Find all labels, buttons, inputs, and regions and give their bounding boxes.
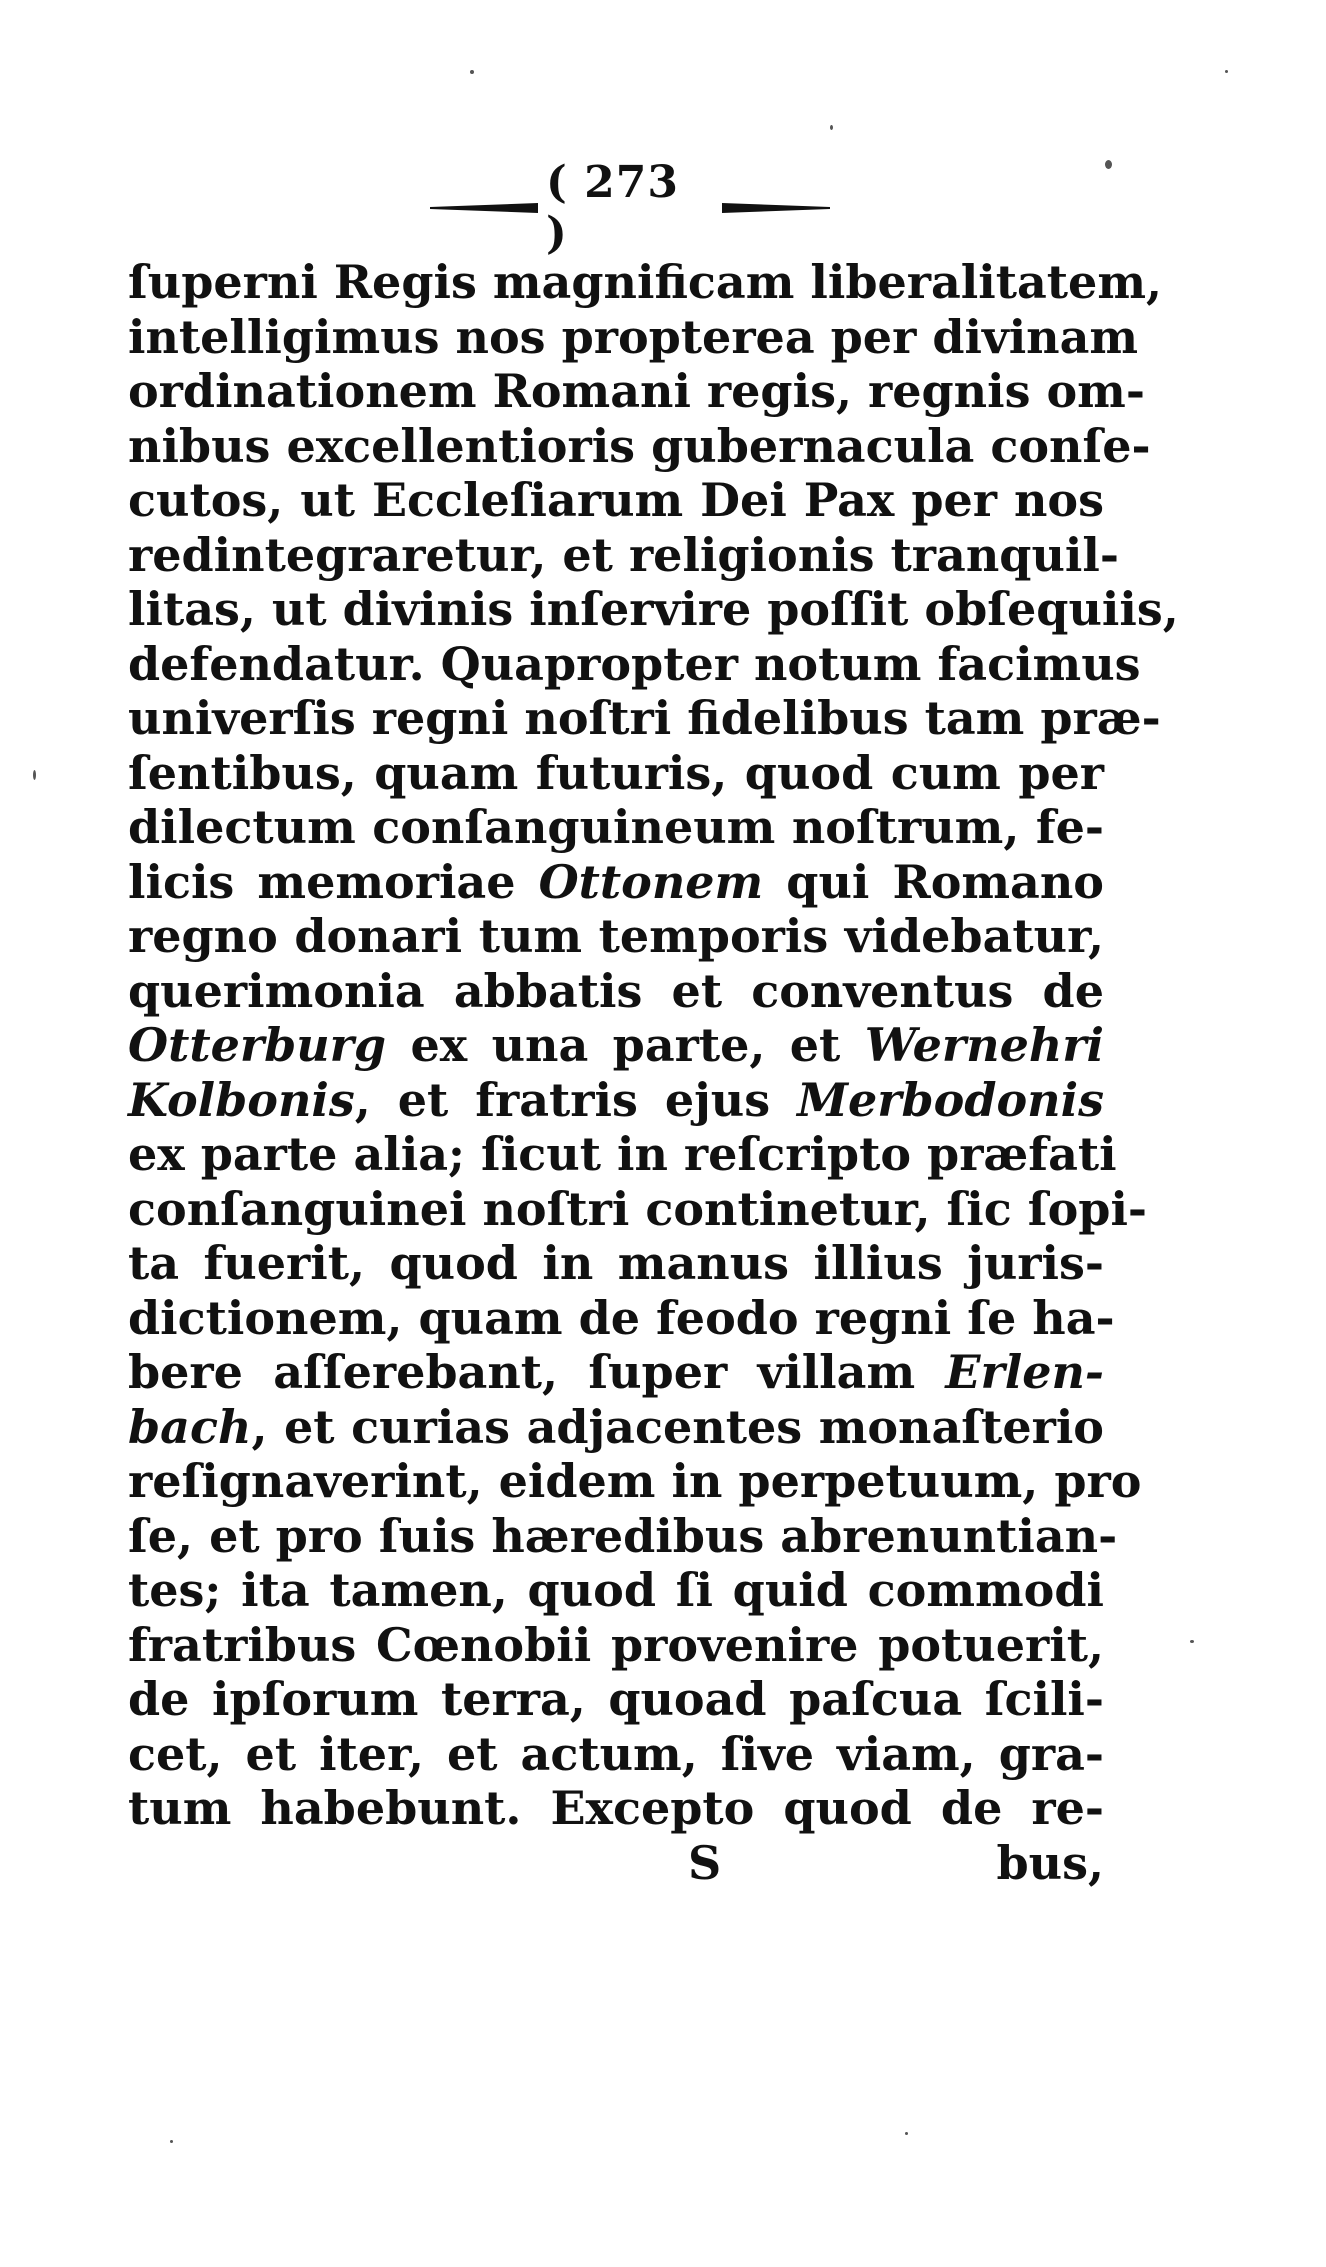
text-line <box>128 1073 1104 1128</box>
text-segment: qui Romano <box>763 854 1104 909</box>
text-line: intelligimus nos propterea per divinam <box>128 309 1139 364</box>
text-line: litas, ut divinis inſervire poſſit obſequiis, <box>128 582 1179 636</box>
text-line: ta fuerit, quod in manus illius juris- <box>128 1236 1104 1290</box>
text-line <box>128 1018 1104 1073</box>
text-line: tes; ita tamen, quod ſi quid commodi <box>128 1563 1104 1617</box>
text-line: regno donari tum temporis videbatur, <box>128 909 1104 963</box>
text-line: tum habebunt. Excepto quod de re- <box>128 1781 1104 1835</box>
text-segment: ex una parte, et <box>386 1018 865 1072</box>
catchword: bus, <box>996 1835 1104 1890</box>
paper-speck <box>33 770 36 780</box>
text-line: ſe, et pro ſuis hæredibus abrenuntian- <box>128 1508 1118 1563</box>
ornamental-rule-right <box>722 203 830 213</box>
text-line: dilectum conſanguineum noſtrum, fe- <box>128 800 1104 854</box>
body-text <box>128 255 1179 1890</box>
paper-speck <box>905 2132 908 2135</box>
text-segment: bere aſſerebant, ſuper villam <box>128 1345 946 1399</box>
signature-line <box>128 1836 1104 1891</box>
italic-name: Wernehri <box>864 1018 1104 1072</box>
text-segment: licis memoriae <box>128 854 539 909</box>
text-segment: , et curias adjacentes monaſterio <box>251 1399 1104 1454</box>
text-line: cutos, ut Eccleſiarum Dei Pax per nos <box>128 473 1104 527</box>
italic-name: Kolbonis <box>128 1072 355 1127</box>
text-line: defendatur. Quapropter notum facimus <box>128 636 1141 691</box>
text-line: redintegraretur, et religionis tranquil- <box>128 527 1119 582</box>
text-line: ordinationem Romani regis, regnis om- <box>128 364 1145 418</box>
paper-speck <box>1105 160 1112 169</box>
running-head <box>430 157 830 259</box>
text-line: dictionem, quam de feodo regni ſe ha- <box>128 1290 1115 1345</box>
text-line: cet, et iter, et actum, ſive viam, gra- <box>128 1726 1104 1781</box>
text-line: univerſis regni noſtri fidelibus tam præ- <box>128 691 1161 745</box>
text-line: ex parte alia; ſicut in reſcripto præfati <box>128 1127 1117 1181</box>
text-line <box>128 1345 1104 1400</box>
paper-speck <box>1190 1640 1194 1643</box>
text-line: querimonia abbatis et conventus de <box>128 963 1104 1018</box>
ornamental-rule-left <box>430 203 538 213</box>
text-line: nibus excellentioris gubernacula conſe- <box>128 418 1151 473</box>
text-line: reſignaverint, eidem in perpetuum, pro <box>128 1454 1142 1508</box>
paper-speck <box>830 125 833 130</box>
text-line: ſuperni Regis magnificam liberalitatem, <box>128 255 1163 309</box>
text-line: ſentibus, quam futuris, quod cum per <box>128 745 1104 800</box>
text-segment: , et fratris ejus <box>354 1072 798 1127</box>
paper-speck <box>1225 70 1228 73</box>
signature-mark: S <box>688 1835 722 1890</box>
text-line: conſanguinei noſtri continetur, ſic ſopi- <box>128 1181 1148 1236</box>
paper-speck <box>170 2140 173 2143</box>
italic-name: Otterburg <box>128 1018 387 1072</box>
text-line: de ipſorum terra, quoad paſcua ſcili- <box>128 1672 1104 1726</box>
paper-speck <box>470 70 474 74</box>
text-line: fratribus Cœnobii provenire potuerit, <box>128 1617 1104 1672</box>
italic-name: bach <box>128 1399 252 1454</box>
italic-name: Erlen- <box>945 1345 1104 1399</box>
italic-name: Merbodonis <box>797 1072 1104 1127</box>
text-line <box>128 855 1104 910</box>
page-number: ( 273 ) <box>546 157 679 259</box>
text-line <box>128 1400 1104 1455</box>
italic-name: Ottonem <box>538 854 764 909</box>
